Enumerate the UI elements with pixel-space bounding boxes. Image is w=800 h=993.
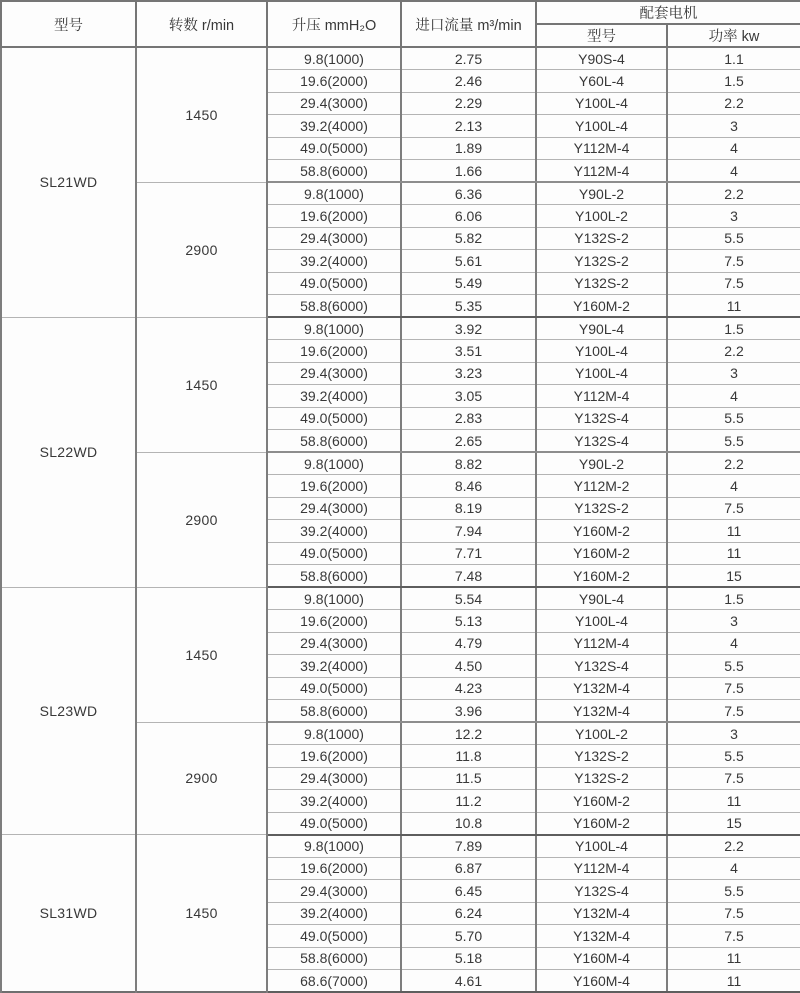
flow-cell: 2.65 xyxy=(401,430,536,453)
motor-model-cell: Y100L-4 xyxy=(536,92,667,115)
flow-cell: 4.61 xyxy=(401,970,536,993)
pressure-cell: 49.0(5000) xyxy=(267,542,401,565)
flow-cell: 5.61 xyxy=(401,250,536,273)
table-row xyxy=(1,47,800,70)
power-cell: 5.5 xyxy=(667,407,800,430)
header-motor-group: 配套电机 xyxy=(536,1,800,24)
motor-model-cell: Y112M-2 xyxy=(536,475,667,498)
model-cell: SL31WD xyxy=(1,835,136,993)
pressure-cell: 58.8(6000) xyxy=(267,430,401,453)
table-body xyxy=(1,47,800,992)
motor-model-cell: Y90L-4 xyxy=(536,317,667,340)
flow-cell: 4.79 xyxy=(401,632,536,655)
header-motor-model: 型号 xyxy=(536,24,667,47)
flow-cell: 8.82 xyxy=(401,452,536,475)
pressure-cell: 39.2(4000) xyxy=(267,250,401,273)
motor-model-cell: Y112M-4 xyxy=(536,160,667,183)
power-cell: 11 xyxy=(667,295,800,318)
table-row xyxy=(1,587,800,610)
flow-cell: 3.23 xyxy=(401,362,536,385)
header-flow: 进口流量 m³/min xyxy=(401,1,536,47)
power-cell: 11 xyxy=(667,520,800,543)
power-cell: 4 xyxy=(667,160,800,183)
pressure-cell: 58.8(6000) xyxy=(267,160,401,183)
power-cell: 7.5 xyxy=(667,272,800,295)
motor-model-cell: Y100L-2 xyxy=(536,205,667,228)
pressure-cell: 58.8(6000) xyxy=(267,947,401,970)
power-cell: 3 xyxy=(667,722,800,745)
header-motor-power: 功率 kw xyxy=(667,24,800,47)
motor-model-cell: Y160M-2 xyxy=(536,542,667,565)
flow-cell: 8.46 xyxy=(401,475,536,498)
motor-model-cell: Y160M-2 xyxy=(536,295,667,318)
motor-model-cell: Y132S-2 xyxy=(536,767,667,790)
motor-model-cell: Y100L-4 xyxy=(536,362,667,385)
power-cell: 3 xyxy=(667,115,800,138)
pressure-cell: 58.8(6000) xyxy=(267,565,401,588)
motor-model-cell: Y160M-4 xyxy=(536,947,667,970)
header-row-top xyxy=(1,1,800,24)
motor-model-cell: Y132S-4 xyxy=(536,407,667,430)
power-cell: 2.2 xyxy=(667,340,800,363)
power-cell: 7.5 xyxy=(667,925,800,948)
motor-model-cell: Y100L-2 xyxy=(536,722,667,745)
pressure-cell: 9.8(1000) xyxy=(267,452,401,475)
motor-model-cell: Y132S-2 xyxy=(536,745,667,768)
motor-model-cell: Y132S-4 xyxy=(536,655,667,678)
power-cell: 15 xyxy=(667,812,800,835)
pressure-cell: 49.0(5000) xyxy=(267,925,401,948)
power-cell: 4 xyxy=(667,632,800,655)
pressure-cell: 19.6(2000) xyxy=(267,610,401,633)
flow-cell: 6.45 xyxy=(401,880,536,903)
motor-model-cell: Y90S-4 xyxy=(536,47,667,70)
flow-cell: 5.82 xyxy=(401,227,536,250)
motor-model-cell: Y132S-4 xyxy=(536,430,667,453)
flow-cell: 1.66 xyxy=(401,160,536,183)
pressure-cell: 39.2(4000) xyxy=(267,655,401,678)
flow-cell: 2.13 xyxy=(401,115,536,138)
flow-cell: 6.24 xyxy=(401,902,536,925)
flow-cell: 7.71 xyxy=(401,542,536,565)
flow-cell: 3.51 xyxy=(401,340,536,363)
power-cell: 7.5 xyxy=(667,700,800,723)
pressure-cell: 9.8(1000) xyxy=(267,587,401,610)
motor-model-cell: Y90L-4 xyxy=(536,587,667,610)
motor-model-cell: Y112M-4 xyxy=(536,385,667,408)
power-cell: 1.5 xyxy=(667,317,800,340)
flow-cell: 2.29 xyxy=(401,92,536,115)
flow-cell: 3.92 xyxy=(401,317,536,340)
pressure-cell: 29.4(3000) xyxy=(267,632,401,655)
pressure-cell: 29.4(3000) xyxy=(267,227,401,250)
motor-model-cell: Y132S-4 xyxy=(536,880,667,903)
motor-model-cell: Y112M-4 xyxy=(536,137,667,160)
power-cell: 5.5 xyxy=(667,880,800,903)
motor-model-cell: Y160M-4 xyxy=(536,970,667,993)
pressure-cell: 39.2(4000) xyxy=(267,790,401,813)
flow-cell: 2.83 xyxy=(401,407,536,430)
pressure-cell: 68.6(7000) xyxy=(267,970,401,993)
flow-cell: 5.49 xyxy=(401,272,536,295)
flow-cell: 7.94 xyxy=(401,520,536,543)
motor-model-cell: Y90L-2 xyxy=(536,182,667,205)
power-cell: 4 xyxy=(667,475,800,498)
table-row xyxy=(1,835,800,858)
flow-cell: 5.13 xyxy=(401,610,536,633)
pressure-cell: 9.8(1000) xyxy=(267,835,401,858)
flow-cell: 5.18 xyxy=(401,947,536,970)
power-cell: 2.2 xyxy=(667,182,800,205)
pressure-cell: 19.6(2000) xyxy=(267,70,401,93)
header-speed: 转数 r/min xyxy=(136,1,267,47)
power-cell: 7.5 xyxy=(667,677,800,700)
pressure-cell: 9.8(1000) xyxy=(267,182,401,205)
power-cell: 4 xyxy=(667,137,800,160)
pressure-cell: 58.8(6000) xyxy=(267,295,401,318)
motor-model-cell: Y132S-2 xyxy=(536,250,667,273)
flow-cell: 3.05 xyxy=(401,385,536,408)
power-cell: 7.5 xyxy=(667,250,800,273)
power-cell: 1.5 xyxy=(667,70,800,93)
power-cell: 11 xyxy=(667,790,800,813)
power-cell: 5.5 xyxy=(667,227,800,250)
power-cell: 4 xyxy=(667,385,800,408)
motor-model-cell: Y100L-4 xyxy=(536,610,667,633)
flow-cell: 12.2 xyxy=(401,722,536,745)
motor-model-cell: Y100L-4 xyxy=(536,115,667,138)
power-cell: 7.5 xyxy=(667,767,800,790)
flow-cell: 2.46 xyxy=(401,70,536,93)
pressure-cell: 9.8(1000) xyxy=(267,47,401,70)
pressure-cell: 49.0(5000) xyxy=(267,812,401,835)
power-cell: 11 xyxy=(667,947,800,970)
power-cell: 5.5 xyxy=(667,745,800,768)
model-cell: SL22WD xyxy=(1,317,136,587)
header-model: 型号 xyxy=(1,1,136,47)
motor-model-cell: Y132S-2 xyxy=(536,272,667,295)
pressure-cell: 29.4(3000) xyxy=(267,767,401,790)
flow-cell: 3.96 xyxy=(401,700,536,723)
speed-cell: 1450 xyxy=(136,317,267,452)
motor-model-cell: Y160M-2 xyxy=(536,812,667,835)
power-cell: 3 xyxy=(667,205,800,228)
pressure-cell: 29.4(3000) xyxy=(267,362,401,385)
power-cell: 5.5 xyxy=(667,430,800,453)
power-cell: 7.5 xyxy=(667,497,800,520)
power-cell: 4 xyxy=(667,857,800,880)
motor-model-cell: Y112M-4 xyxy=(536,857,667,880)
pressure-cell: 19.6(2000) xyxy=(267,205,401,228)
flow-cell: 5.35 xyxy=(401,295,536,318)
motor-model-cell: Y132M-4 xyxy=(536,700,667,723)
motor-model-cell: Y132M-4 xyxy=(536,925,667,948)
motor-model-cell: Y90L-2 xyxy=(536,452,667,475)
pressure-cell: 19.6(2000) xyxy=(267,475,401,498)
model-cell: SL23WD xyxy=(1,587,136,835)
power-cell: 11 xyxy=(667,970,800,993)
motor-model-cell: Y160M-2 xyxy=(536,790,667,813)
flow-cell: 6.36 xyxy=(401,182,536,205)
pressure-cell: 29.4(3000) xyxy=(267,880,401,903)
pressure-cell: 19.6(2000) xyxy=(267,857,401,880)
table-header xyxy=(1,1,800,47)
flow-cell: 4.50 xyxy=(401,655,536,678)
flow-cell: 5.70 xyxy=(401,925,536,948)
power-cell: 1.5 xyxy=(667,587,800,610)
pressure-cell: 39.2(4000) xyxy=(267,902,401,925)
motor-model-cell: Y132M-4 xyxy=(536,677,667,700)
power-cell: 3 xyxy=(667,610,800,633)
flow-cell: 8.19 xyxy=(401,497,536,520)
flow-cell: 5.54 xyxy=(401,587,536,610)
power-cell: 2.2 xyxy=(667,92,800,115)
speed-cell: 2900 xyxy=(136,452,267,587)
motor-model-cell: Y100L-4 xyxy=(536,835,667,858)
pressure-cell: 49.0(5000) xyxy=(267,137,401,160)
speed-cell: 2900 xyxy=(136,182,267,317)
header-pressure: 升压 mmH₂O xyxy=(267,1,401,47)
motor-model-cell: Y132S-2 xyxy=(536,227,667,250)
pressure-cell: 49.0(5000) xyxy=(267,677,401,700)
power-cell: 2.2 xyxy=(667,452,800,475)
pressure-cell: 29.4(3000) xyxy=(267,497,401,520)
power-cell: 3 xyxy=(667,362,800,385)
flow-cell: 7.89 xyxy=(401,835,536,858)
motor-model-cell: Y100L-4 xyxy=(536,340,667,363)
flow-cell: 1.89 xyxy=(401,137,536,160)
speed-cell: 2900 xyxy=(136,722,267,835)
pressure-cell: 19.6(2000) xyxy=(267,340,401,363)
power-cell: 5.5 xyxy=(667,655,800,678)
flow-cell: 4.23 xyxy=(401,677,536,700)
power-cell: 7.5 xyxy=(667,902,800,925)
power-cell: 2.2 xyxy=(667,835,800,858)
power-cell: 1.1 xyxy=(667,47,800,70)
speed-cell: 1450 xyxy=(136,47,267,182)
power-cell: 11 xyxy=(667,542,800,565)
pressure-cell: 49.0(5000) xyxy=(267,407,401,430)
pressure-cell: 58.8(6000) xyxy=(267,700,401,723)
flow-cell: 7.48 xyxy=(401,565,536,588)
motor-model-cell: Y160M-2 xyxy=(536,520,667,543)
flow-cell: 2.75 xyxy=(401,47,536,70)
pressure-cell: 39.2(4000) xyxy=(267,115,401,138)
motor-model-cell: Y132S-2 xyxy=(536,497,667,520)
model-cell: SL21WD xyxy=(1,47,136,317)
flow-cell: 11.5 xyxy=(401,767,536,790)
motor-model-cell: Y112M-4 xyxy=(536,632,667,655)
flow-cell: 6.06 xyxy=(401,205,536,228)
flow-cell: 11.8 xyxy=(401,745,536,768)
pressure-cell: 29.4(3000) xyxy=(267,92,401,115)
flow-cell: 10.8 xyxy=(401,812,536,835)
pressure-cell: 49.0(5000) xyxy=(267,272,401,295)
table-row xyxy=(1,317,800,340)
pressure-cell: 19.6(2000) xyxy=(267,745,401,768)
speed-cell: 1450 xyxy=(136,587,267,722)
motor-model-cell: Y132M-4 xyxy=(536,902,667,925)
pressure-cell: 9.8(1000) xyxy=(267,722,401,745)
pressure-cell: 39.2(4000) xyxy=(267,520,401,543)
pressure-cell: 39.2(4000) xyxy=(267,385,401,408)
speed-cell: 1450 xyxy=(136,835,267,993)
motor-model-cell: Y160M-2 xyxy=(536,565,667,588)
flow-cell: 11.2 xyxy=(401,790,536,813)
flow-cell: 6.87 xyxy=(401,857,536,880)
motor-model-cell: Y60L-4 xyxy=(536,70,667,93)
pressure-cell: 9.8(1000) xyxy=(267,317,401,340)
power-cell: 15 xyxy=(667,565,800,588)
